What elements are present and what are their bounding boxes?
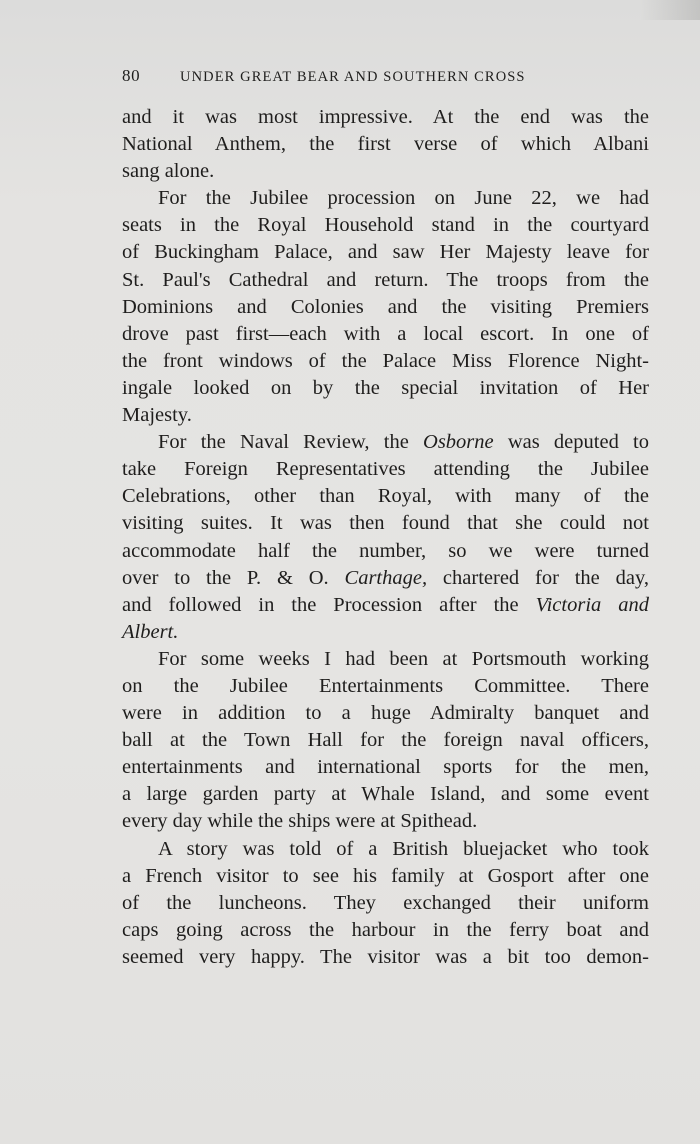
text-line: and followed in the Procession after the Victoria and: [122, 593, 649, 616]
text-line: visiting suites. It was then found that she could not: [122, 512, 649, 535]
text-line: of Buckingham Palace, and saw Her Majesty leave for: [122, 241, 649, 264]
text-line: seats in the Royal Household stand in the courtyard: [122, 214, 649, 237]
text-line: every day while the ships were at Spithead.: [122, 810, 478, 833]
text-line: entertainments and international sports for the men,: [122, 756, 649, 779]
paragraph: [122, 646, 649, 836]
paragraph: [122, 429, 649, 646]
text-line: accommodate half the number, so we were turned: [122, 539, 649, 562]
text-line: [122, 619, 649, 646]
text-line: National Anthem, the first verse of which Albani: [122, 133, 649, 156]
page-edge-shadow: [640, 0, 700, 20]
text-line: of the luncheons. They exchanged their uniform: [122, 891, 649, 914]
text-line: over to the P. & O. Carthage, chartered for the day,: [122, 566, 649, 589]
paragraph: [122, 185, 649, 429]
text-line: Majesty.: [122, 404, 192, 427]
body-text: [122, 104, 649, 971]
text-line: sang alone.: [122, 160, 215, 183]
italic-title: Osborne: [423, 431, 494, 454]
text-line: For some weeks I had been at Portsmouth working: [158, 647, 649, 670]
paragraph: [122, 836, 649, 971]
text-line: a large garden party at Whale Island, and some event: [122, 783, 649, 806]
text-line: For the Naval Review, the Osborne was deputed to: [158, 431, 649, 454]
text-line: seemed very happy. The visitor was a bit too demon-: [122, 945, 649, 968]
italic-title: Albert.: [122, 620, 179, 643]
text-line: ingale looked on by the special invitation of Her: [122, 376, 649, 399]
text-line: St. Paul's Cathedral and return. The troops from the: [122, 268, 649, 291]
text-line: caps going across the harbour in the ferry boat and: [122, 918, 649, 941]
text-line: were in addition to a huge Admiralty banquet and: [122, 702, 649, 725]
text-line: and it was most impressive. At the end was the: [122, 106, 649, 128]
running-title: UNDER GREAT BEAR AND SOUTHERN CROSS: [180, 69, 526, 85]
text-line: take Foreign Representatives attending the Jubilee: [122, 458, 649, 481]
paragraph: [122, 104, 649, 185]
page-number: 80: [122, 66, 141, 85]
text-line: ball at the Town Hall for the foreign naval officers,: [122, 729, 649, 752]
italic-title: Victoria and: [535, 593, 649, 616]
text-line: a French visitor to see his family at Gosport after one: [122, 864, 649, 887]
italic-title: Carthage,: [344, 566, 428, 589]
text-line: Dominions and Colonies and the visiting Premiers: [122, 295, 649, 318]
text-line: drove past first—each with a local escort. In one of: [122, 322, 649, 345]
text-line: on the Jubilee Entertainments Committee. There: [122, 674, 649, 697]
text-line: the front windows of the Palace Miss Florence Night-: [122, 349, 649, 372]
running-head: [122, 66, 650, 94]
text-line: For the Jubilee procession on June 22, we had: [158, 187, 649, 210]
text-line: A story was told of a British bluejacket who took: [158, 837, 649, 860]
text-line: Celebrations, other than Royal, with many of the: [122, 485, 649, 508]
